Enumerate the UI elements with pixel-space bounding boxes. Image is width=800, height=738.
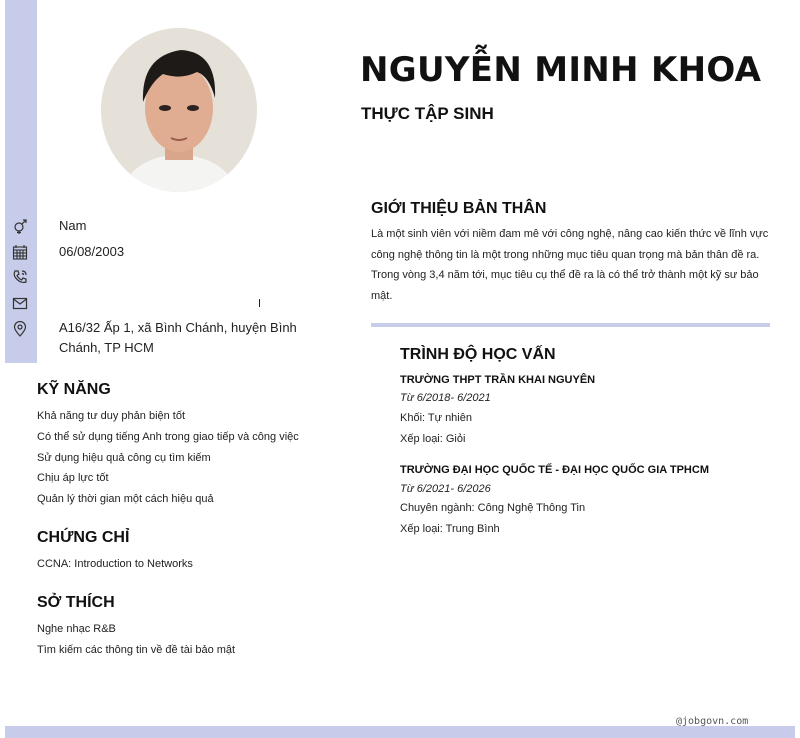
- school-name: TRƯỜNG THPT TRẦN KHAI NGUYÊN: [400, 374, 596, 386]
- certificates-title: CHỨNG CHỈ: [37, 529, 130, 546]
- school-detail: Khối: Tự nhiên: [400, 412, 472, 424]
- profile-photo: [101, 28, 257, 192]
- about-line: Là một sinh viên với niềm đam mê với công nghệ, nâng cao kiến thức về lĩnh vực: [371, 228, 769, 240]
- certificate-item: CCNA: Introduction to Networks: [37, 558, 193, 570]
- skill-item: Quản lý thời gian một cách hiệu quả: [37, 493, 214, 505]
- footer-accent-bar: [5, 726, 795, 738]
- skill-item: Khả năng tư duy phản biện tốt: [37, 410, 186, 422]
- watermark: @jobgovn.com: [676, 716, 749, 727]
- about-text: [371, 224, 791, 306]
- skills-title: KỸ NĂNG: [37, 381, 111, 398]
- education-title: TRÌNH ĐỘ HỌC VẤN: [400, 346, 556, 363]
- skill-item: Chịu áp lực tốt: [37, 472, 109, 484]
- school-detail: Xếp loại: Trung Bình: [400, 523, 500, 535]
- candidate-name: NGUYỄN MINH KHOA: [360, 50, 762, 90]
- location-icon: [12, 321, 28, 337]
- section-divider: [371, 323, 770, 327]
- hobbies-title: SỞ THÍCH: [37, 594, 115, 611]
- hobby-item: Tìm kiếm các thông tin về đề tài bảo mật: [37, 644, 236, 656]
- about-line: Trong vòng 3,4 năm tới, mục tiêu cụ thể đề ra là có thể trở thành một kỹ sư bảo: [371, 269, 759, 281]
- gender-icon: [12, 218, 28, 234]
- job-title: THỰC TẬP SINH: [361, 104, 494, 123]
- skill-item: Sử dụng hiệu quả công cụ tìm kiếm: [37, 452, 211, 464]
- calendar-icon: [12, 244, 28, 260]
- school-detail: Xếp loại: Giỏi: [400, 433, 466, 445]
- gender-value: Nam: [59, 218, 87, 233]
- text-cursor-mark: [259, 299, 260, 307]
- birthdate-value: 06/08/2003: [59, 244, 125, 259]
- about-line: mật.: [371, 289, 393, 302]
- skill-item: Có thể sử dụng tiếng Anh trong giao tiếp và công việc: [37, 431, 299, 443]
- school-name: TRƯỜNG ĐẠI HỌC QUỐC TẾ - ĐẠI HỌC QUỐC GIA TPHCM: [400, 464, 709, 476]
- hobby-item: Nghe nhạc R&B: [37, 623, 116, 635]
- school-period: Từ 6/2021- 6/2026: [400, 483, 491, 495]
- phone-icon: [12, 269, 28, 285]
- about-title: GIỚI THIỆU BẢN THÂN: [371, 200, 547, 217]
- mail-icon: [12, 295, 28, 311]
- address-value: A16/32 Ấp 1, xã Bình Chánh, huyện Bình Chánh, TP HCM: [59, 320, 297, 355]
- about-line: công nghệ thông tin là một trong những mục tiêu quan trọng mà bản thân đề ra.: [371, 248, 760, 261]
- school-detail: Chuyên ngành: Công Nghệ Thông Tin: [400, 502, 586, 514]
- school-period: Từ 6/2018- 6/2021: [400, 392, 491, 404]
